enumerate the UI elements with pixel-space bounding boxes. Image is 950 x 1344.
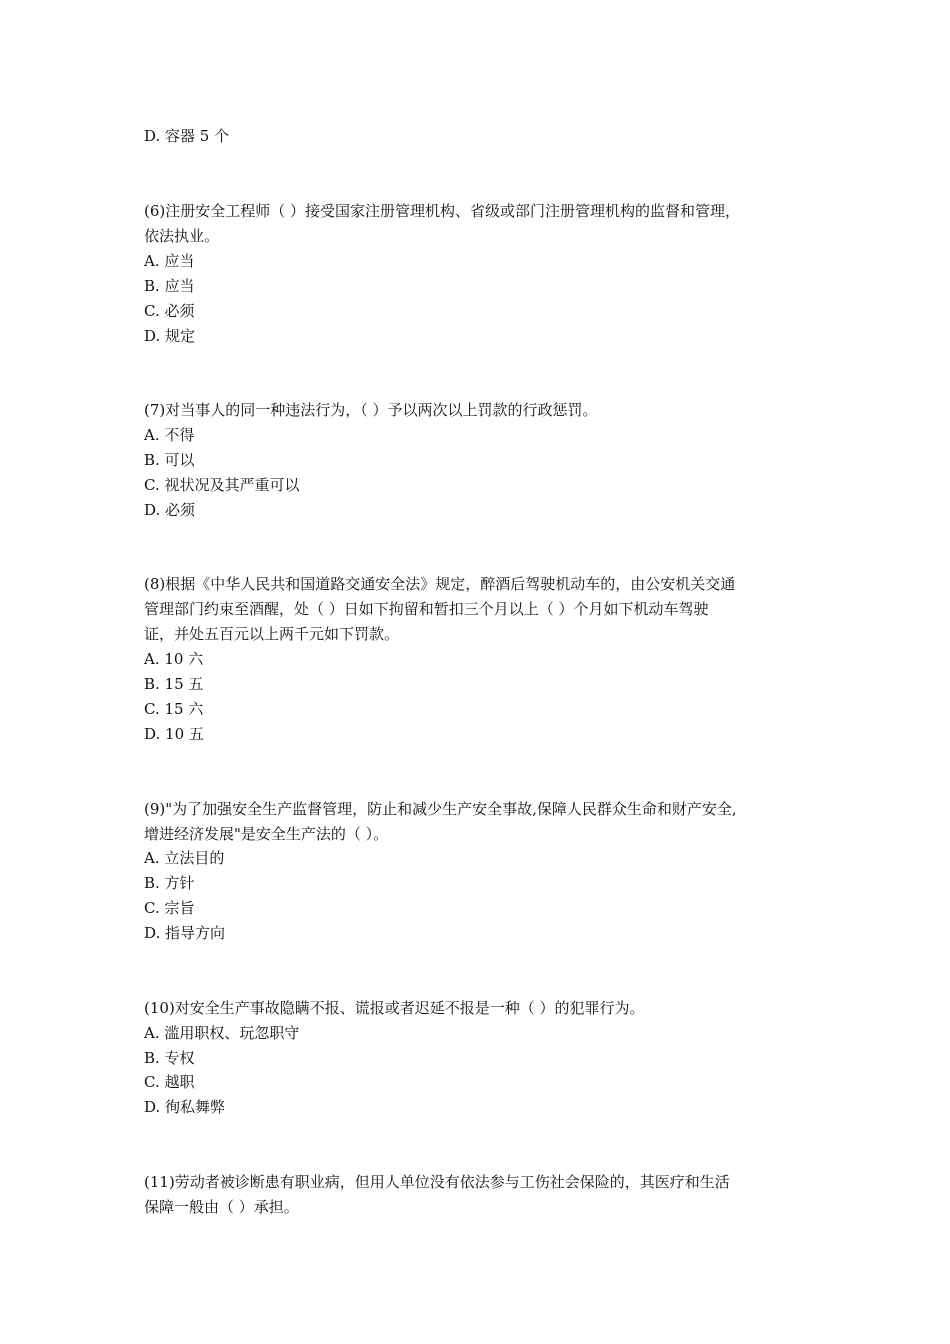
q8-stem-line-3: 证，并处五百元以上两千元如下罚款。 <box>144 625 400 643</box>
q9-option-a: A. 立法目的 <box>144 849 225 867</box>
q7-option-b: B. 可以 <box>144 451 195 469</box>
q9-option-b: B. 方针 <box>144 874 195 892</box>
q6-option-d: D. 规定 <box>144 327 196 345</box>
q8-option-b: B. 15 五 <box>144 675 204 693</box>
q9-stem-line-2: 增进经济发展"是安全生产法的（ ）。 <box>144 825 389 843</box>
q10-option-a: A. 滥用职权、玩忽职守 <box>144 1024 300 1042</box>
q8-option-a: A. 10 六 <box>144 650 204 668</box>
q9-option-c: C. 宗旨 <box>144 899 195 917</box>
q6-option-c: C. 必须 <box>144 302 195 320</box>
q11-stem-line-2: 保障一般由（ ）承担。 <box>144 1198 299 1216</box>
q9-option-d: D. 指导方向 <box>144 924 226 942</box>
q8-stem-line-2: 管理部门约束至酒醒，处（ ）日如下拘留和暂扣三个月以上（ ）个月如下机动车驾驶 <box>144 600 709 618</box>
q6-option-a: A. 应当 <box>144 252 195 270</box>
q7-option-a: A. 不得 <box>144 426 195 444</box>
q8-option-c: C. 15 六 <box>144 700 204 718</box>
q8-option-d: D. 10 五 <box>144 725 204 743</box>
q10-option-d: D. 徇私舞弊 <box>144 1098 226 1116</box>
q8-stem-line-1: (8)根据《中华人民共和国道路交通安全法》规定，醉酒后驾驶机动车的，由公安机关交通 <box>144 575 736 593</box>
q9-stem-line-1: (9)"为了加强安全生产监督管理，防止和减少生产安全事故,保障人民群众生命和财产安全, <box>144 800 737 818</box>
q10-stem-line-1: (10)对安全生产事故隐瞒不报、谎报或者迟延不报是一种（ ）的犯罪行为。 <box>144 999 645 1017</box>
q6-stem-line-1: (6)注册安全工程师（ ）接受国家注册管理机构、省级或部门注册管理机构的监督和管理， <box>144 202 741 220</box>
q7-stem-line-1: (7)对当事人的同一种违法行为，（ ）予以两次以上罚款的行政惩罚。 <box>144 401 598 419</box>
q7-option-c: C. 视状况及其严重可以 <box>144 476 300 494</box>
q6-stem-line-2: 依法执业。 <box>144 227 220 245</box>
q11-stem-line-1: (11)劳动者被诊断患有职业病，但用人单位没有依法参与工伤社会保险的，其医疗和生活 <box>144 1173 730 1191</box>
q7-option-d: D. 必须 <box>144 501 196 519</box>
prev-option-d: D. 容器 5 个 <box>144 127 230 145</box>
q10-option-c: C. 越职 <box>144 1073 195 1091</box>
q6-option-b: B. 应当 <box>144 277 195 295</box>
q10-option-b: B. 专权 <box>144 1049 195 1067</box>
